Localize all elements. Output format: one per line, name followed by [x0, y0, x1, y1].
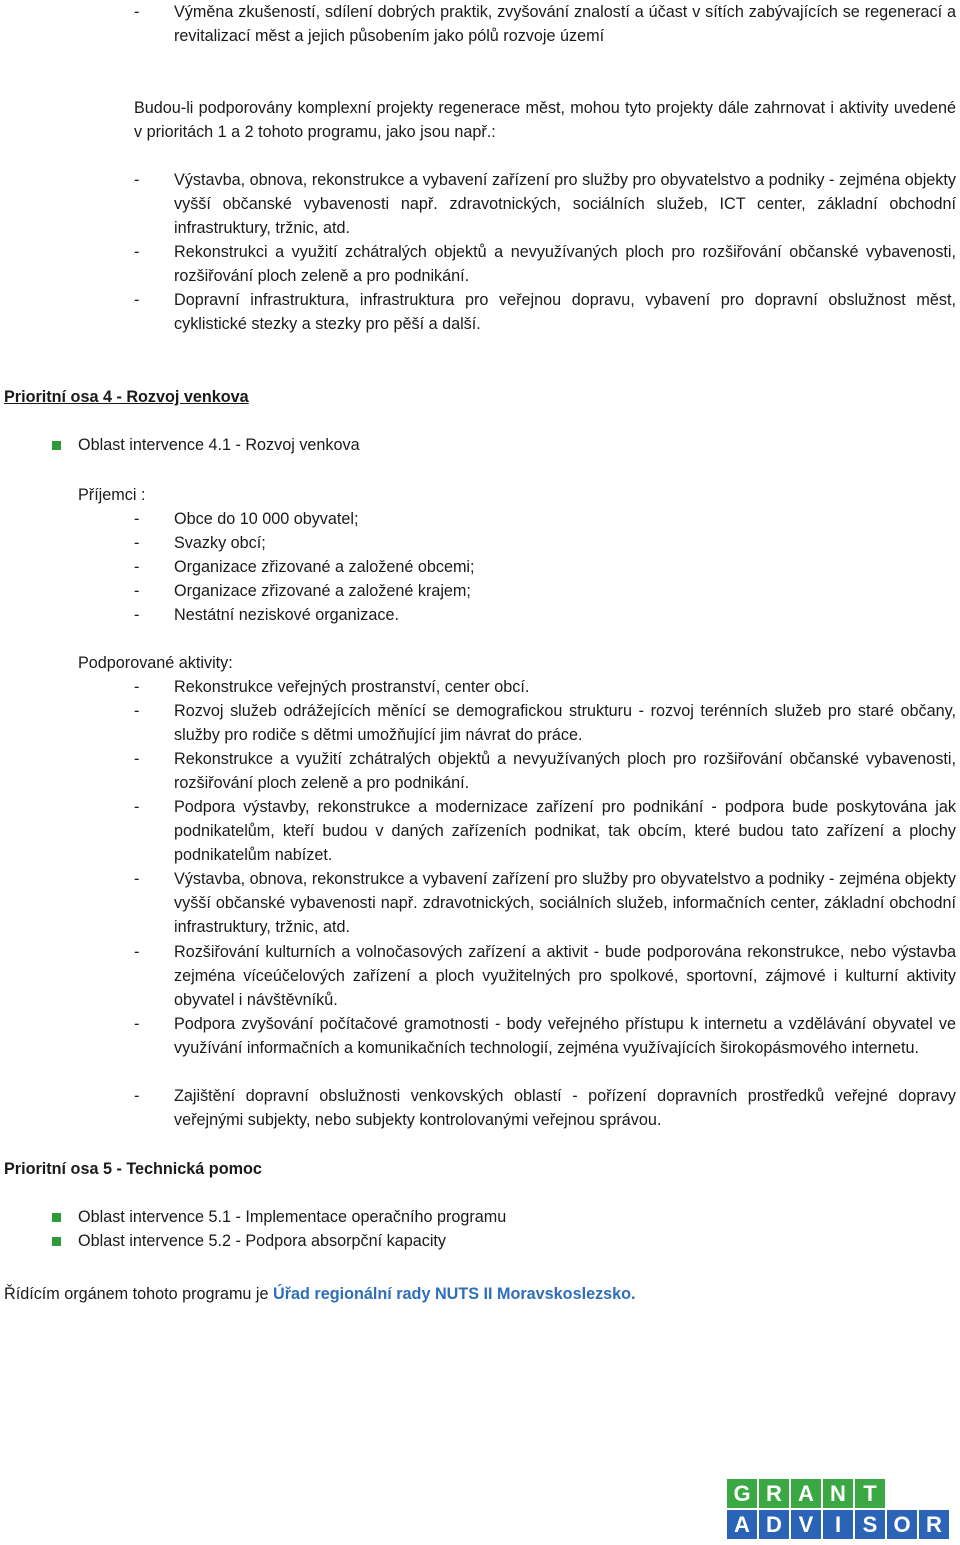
logo-letter: N	[823, 1479, 853, 1508]
square-bullet-icon	[52, 441, 61, 450]
logo-letter: V	[791, 1510, 821, 1539]
dash-marker: -	[134, 243, 140, 261]
section-heading-axis-4: Prioritní osa 4 - Rozvoj venkova	[4, 388, 249, 406]
list-item	[134, 531, 956, 555]
list-item	[134, 0, 956, 48]
intervention-item	[52, 433, 360, 457]
managing-authority-line	[4, 1282, 636, 1306]
list-item	[134, 867, 956, 939]
dash-marker: -	[134, 678, 140, 696]
dash-marker: -	[134, 870, 140, 888]
dash-marker: -	[134, 750, 140, 768]
managing-authority-prefix: Řídícím orgánem tohoto programu je	[4, 1285, 274, 1303]
intro-paragraph: Budou-li podporovány komplexní projekty regenerace měst, mohou tyto projekty dále zahrnovat i aktivity uvedené v prioritách 1 a 2 tohoto programu, jako jsou např.:	[134, 99, 956, 141]
intervention-label: Oblast intervence 5.1 - Implementace operačního programu	[78, 1208, 507, 1226]
intervention-label: Oblast intervence 4.1 - Rozvoj venkova	[78, 436, 360, 454]
list-item-text: Rekonstrukce veřejných prostranství, center obcí.	[174, 678, 530, 696]
logo-row-advisor	[727, 1510, 949, 1539]
dash-marker: -	[134, 171, 140, 189]
dash-marker: -	[134, 510, 140, 528]
dash-marker: -	[134, 943, 140, 961]
activities-label: Podporované aktivity:	[78, 654, 233, 672]
dash-marker: -	[134, 1087, 140, 1105]
dash-marker: -	[134, 3, 140, 21]
list-item-text: Rekonstrukce a využití zchátralých objektů a nevyužívaných ploch pro rozšiřování občanské vybavenosti, rozšiřování ploch zeleně a pro podnikání.	[174, 750, 956, 792]
list-item-text: Rekonstrukci a využití zchátralých objektů a nevyužívaných ploch pro rozšiřování občanské vybavenosti, rozšiřování ploch zeleně a pro podnikání.	[174, 243, 956, 285]
dash-marker: -	[134, 798, 140, 816]
list-item	[134, 747, 956, 795]
dash-marker: -	[134, 702, 140, 720]
list-item-text: Podpora zvyšování počítačové gramotnosti - body veřejného přístupu k internetu a vzdělávání obyvatel ve využívání informačních a komunikačních technologií, zejména využívajících širokopásmového internetu.	[174, 1015, 956, 1057]
list-item	[134, 1012, 956, 1060]
logo-letter: S	[855, 1510, 885, 1539]
logo-letter: R	[919, 1510, 949, 1539]
list-item	[134, 288, 956, 336]
intervention-label: Oblast intervence 5.2 - Podpora absorpční kapacity	[78, 1232, 447, 1250]
logo-letter: D	[759, 1510, 789, 1539]
logo-row-grant	[727, 1479, 949, 1508]
list-item-text: Organizace zřizované a založené krajem;	[174, 582, 471, 600]
list-item-text: Obce do 10 000 obyvatel;	[174, 510, 359, 528]
logo-letter: A	[727, 1510, 757, 1539]
logo-letter: G	[727, 1479, 757, 1508]
list-item	[134, 699, 956, 747]
list-item-text: Rozvoj služeb odrážejících měnící se demografickou strukturu - rozvoj terénních služeb pro staré občany, služby pro rodiče s dětmi umožňující jim návrat do práce.	[174, 702, 956, 744]
square-bullet-icon	[52, 1237, 61, 1246]
logo-letter: I	[823, 1510, 853, 1539]
grant-advisor-logo	[727, 1479, 949, 1541]
list-item-text: Výstavba, obnova, rekonstrukce a vybavení zařízení pro služby pro obyvatelstvo a podniky - zejména objekty vyšší občanské vybavenosti např. zdravotnických, sociálních služeb, informačních center, základní obchodní infrastruktury, tržnic, atd.	[174, 870, 956, 936]
dash-marker: -	[134, 582, 140, 600]
list-item	[134, 795, 956, 867]
intervention-item	[52, 1229, 446, 1253]
dash-marker: -	[134, 291, 140, 309]
list-item-text: Nestátní neziskové organizace.	[174, 606, 399, 624]
dash-marker: -	[134, 558, 140, 576]
list-item-text: Zajištění dopravní obslužnosti venkovských oblastí - pořízení dopravních prostředků veřejné dopravy veřejnými subjekty, nebo subjekty kontrolovanými veřejnou správou.	[174, 1087, 956, 1129]
logo-letter: A	[791, 1479, 821, 1508]
list-item-text: Dopravní infrastruktura, infrastruktura pro veřejnou dopravu, vybavení pro dopravní obslužnost měst, cyklistické stezky a stezky pro pěší a další.	[174, 291, 956, 333]
square-bullet-icon	[52, 1213, 61, 1222]
list-item	[134, 579, 956, 603]
list-item-text: Organizace zřizované a založené obcemi;	[174, 558, 475, 576]
list-item-text: Rozšiřování kulturních a volnočasových zařízení a aktivit - bude podporována rekonstrukce, nebo výstavba zejména víceúčelových zařízení a ploch využitelných pro spolkové, sportovní, zájmové i kulturní aktivity obyvatel i návštěvníků.	[174, 943, 956, 1009]
dash-marker: -	[134, 1015, 140, 1033]
dash-marker: -	[134, 606, 140, 624]
list-item-text: Svazky obcí;	[174, 534, 266, 552]
recipients-label: Příjemci :	[78, 486, 146, 504]
dash-marker: -	[134, 534, 140, 552]
list-item-text: Výstavba, obnova, rekonstrukce a vybavení zařízení pro služby pro obyvatelstvo a podniky - zejména objekty vyšší občanské vybavenosti např. zdravotnických, sociálních služeb, ICT center, základní obchodní infrastruktury, tržnic, atd.	[174, 171, 956, 237]
logo-letter: O	[887, 1510, 917, 1539]
list-item	[134, 168, 956, 240]
list-item	[134, 240, 956, 288]
list-item-text: Výměna zkušeností, sdílení dobrých praktik, zvyšování znalostí a účast v sítích zabývajících se regenerací a revitalizací měst a jejich působením jako pólů rozvoje území	[174, 3, 956, 45]
list-item	[134, 675, 956, 699]
list-item-text: Podpora výstavby, rekonstrukce a modernizace zařízení pro podnikání - podpora bude poskytována jak podnikatelům, kteří budou v daných zařízeních podnikat, tak obcím, které budou tato zařízení a plochy podnikatelům nabízet.	[174, 798, 956, 864]
list-item	[134, 507, 956, 531]
section-heading-axis-5: Prioritní osa 5 - Technická pomoc	[4, 1160, 262, 1178]
list-item	[134, 940, 956, 1012]
list-item	[134, 555, 956, 579]
logo-letter: T	[855, 1479, 885, 1508]
list-item	[134, 1084, 956, 1132]
intervention-item	[52, 1205, 506, 1229]
list-item	[134, 603, 956, 627]
logo-letter: R	[759, 1479, 789, 1508]
managing-authority-name: Úřad regionální rady NUTS II Moravskoslezsko.	[273, 1285, 636, 1303]
